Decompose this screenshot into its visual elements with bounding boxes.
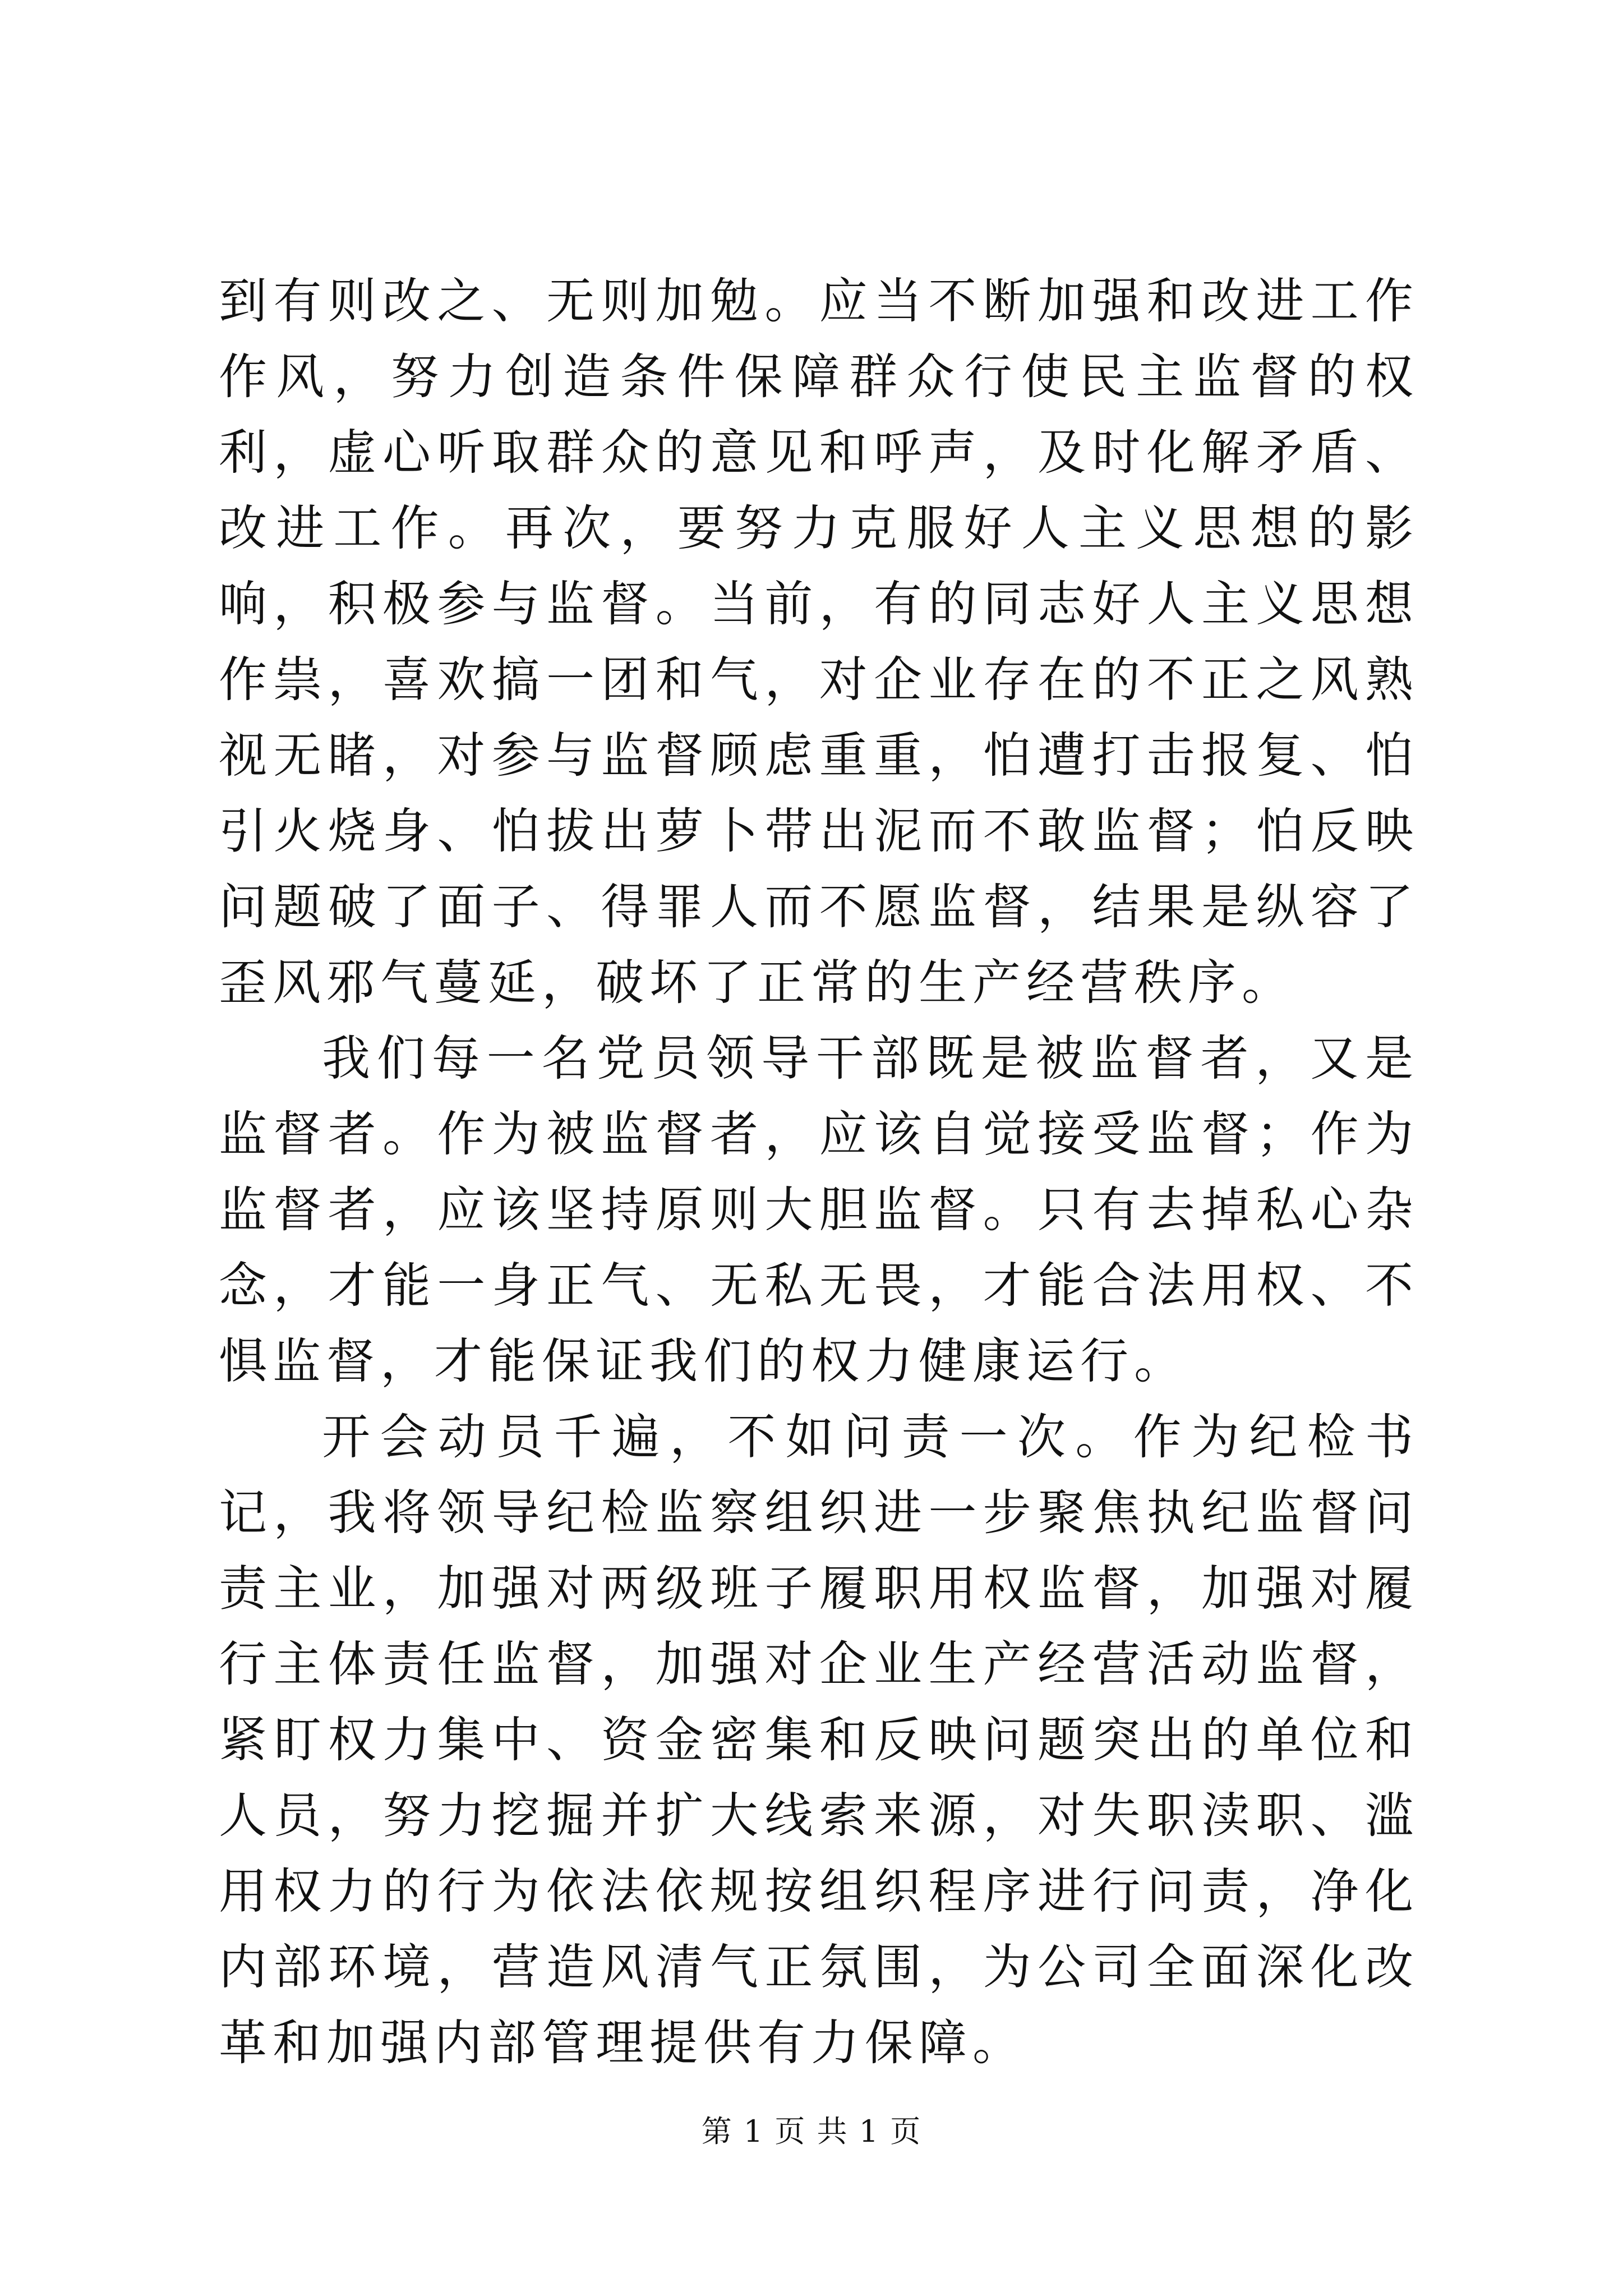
paragraph-accountability: 开会动员千遍，不如问责一次。作为纪检书记，我将领导纪检监察组织进一步聚焦执纪监督问责主业，加强对两级班子履职用权监督，加强对履行主体责任监督，加强对企业生产经营活动监督，紧盯权力集中、资金密集和反映问题突出的单位和人员，努力挖掘并扩大线索来源，对失职渎职、滥用权力的行为依法依规按组织程序进行问责，净化内部环境，营造风清气正氛围，为公司全面深化改革和加强内部管理提供有力保障。 <box>219 1409 1419 2071</box>
document-body <box>219 264 1419 2081</box>
paragraph-continuation: 到有则改之、无则加勉。应当不断加强和改进工作作风，努力创造条件保障群众行使民主监督的权利，虚心听取群众的意见和呼声，及时化解矛盾、改进工作。再次，要努力克服好人主义思想的影响，积极参与监督。当前，有的同志好人主义思想作祟，喜欢搞一团和气，对企业存在的不正之风熟视无睹，对参与监督顾虑重重，怕遭打击报复、怕引火烧身、怕拔出萝卜带出泥而不敢监督；怕反映问题破了面子、得罪人而不愿监督，结果是纵容了歪风邪气蔓延，破坏了正常的生产经营秩序。 <box>219 273 1419 1011</box>
page-number-footer: 第 1 页 共 1 页 <box>701 2114 922 2149</box>
paragraph-supervision-roles: 我们每一名党员领导干部既是被监督者，又是监督者。作为被监督者，应该自觉接受监督；作为监督者，应该坚持原则大胆监督。只有去掉私心杂念，才能一身正气、无私无畏，才能合法用权、不惧监督，才能保证我们的权力健康运行。 <box>219 1030 1419 1389</box>
